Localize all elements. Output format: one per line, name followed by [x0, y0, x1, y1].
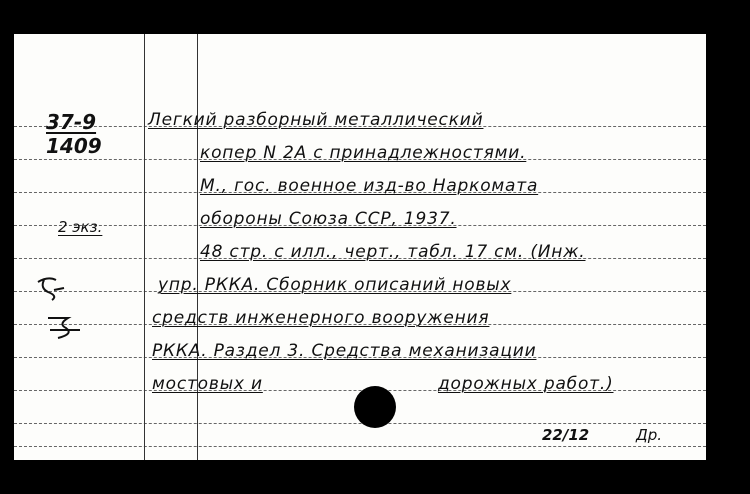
- card-line-8: РККА. Раздел 3. Средства механизации: [152, 341, 537, 361]
- call-number-bottom: 1409: [46, 134, 102, 158]
- card-line-5: 48 стр. с илл., черт., табл. 17 см. (Инж.: [200, 242, 586, 262]
- card-line-7: средств инженерного вооружения: [152, 308, 490, 328]
- ruled-line: [14, 423, 706, 424]
- card-line-10: дорожных работ.): [438, 374, 614, 394]
- card-line-9: мостовых и: [152, 374, 263, 394]
- margin-mark-icon: [34, 274, 74, 304]
- catalog-card: [14, 34, 706, 460]
- card-line-6: упр. РККА. Сборник описаний новых: [158, 275, 512, 295]
- card-line-2: копер N 2A с принадлежностями.: [200, 143, 527, 163]
- signature: Др.: [636, 426, 663, 444]
- margin-mark-icon: [44, 312, 84, 346]
- ink-blot: [354, 386, 396, 428]
- margin-line-right: [197, 34, 198, 460]
- card-line-3: М., гос. военное изд-во Наркомата: [200, 176, 539, 196]
- stamp-note: 22/12: [542, 426, 590, 444]
- copies-note: 2 экз.: [58, 218, 103, 236]
- ruled-line: [14, 446, 706, 447]
- card-line-4: обороны Союза ССР, 1937.: [200, 209, 457, 229]
- card-line-1: Легкий разборный металлический: [148, 110, 484, 130]
- call-number-top: 37-9: [46, 110, 97, 134]
- margin-line-left: [144, 34, 145, 460]
